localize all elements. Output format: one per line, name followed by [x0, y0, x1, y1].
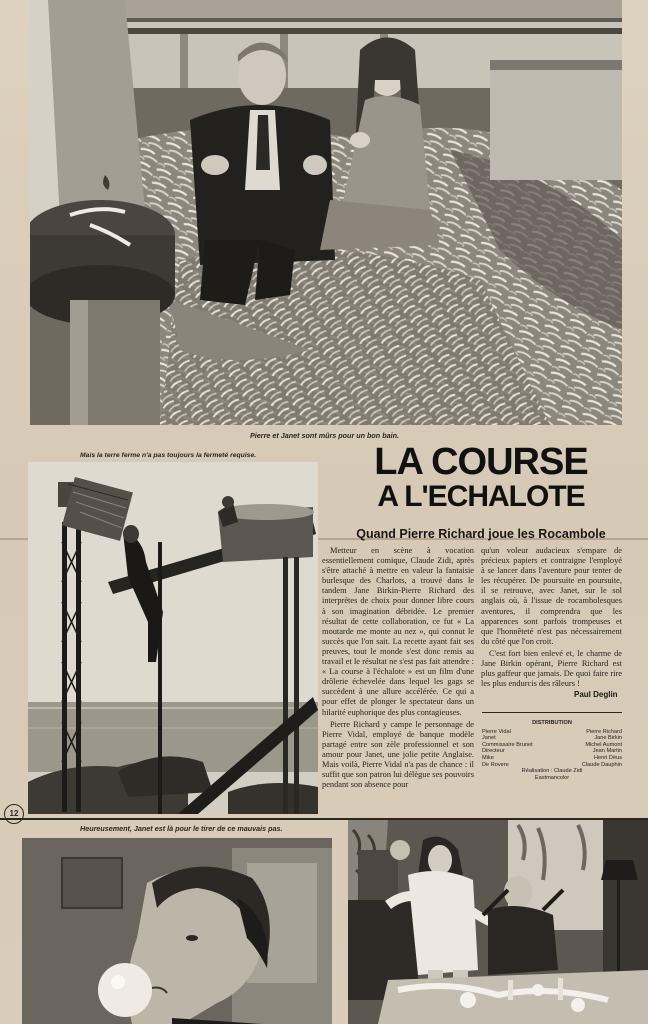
- photo-crane-sea: [28, 462, 318, 814]
- credit-actor: Pierre Richard: [586, 728, 622, 735]
- credit-role: Directeur: [482, 748, 505, 755]
- credit-role: Pierre Vidal: [482, 728, 511, 735]
- credit-row: [482, 742, 622, 749]
- caption-bottom: Heureusement, Janet est là pour le tirer de ce mauvais pas.: [80, 824, 283, 833]
- credit-role: De Rovere: [482, 761, 509, 768]
- credit-row: [482, 735, 622, 742]
- credit-row: [482, 729, 622, 736]
- caption-top: Pierre et Janet sont mûrs pour un bon bain.: [250, 431, 399, 440]
- credits-color: Eastmancolor: [534, 774, 570, 781]
- credit-actor: Claude Dauphin: [581, 761, 622, 768]
- article-column-1: [322, 546, 474, 811]
- photo-dining-room: [348, 820, 648, 1024]
- author-signature: Paul Deglin: [574, 690, 618, 699]
- credit-actor: Jane Birkin: [594, 735, 622, 742]
- credit-actor: Henri Déus: [594, 754, 622, 761]
- page-number: 12: [4, 804, 24, 824]
- article-paragraph: Pierre Richard y campe le personnage de Pierre Vidal, employé de banque modèle partagé entre son zèle professionnel et son amour pour Janet, une jolie petite Anglaise. Mais voilà, Pierre Vidal n'a pas de chance : il suffit que son patron lui délègue ses pouvoirs pendant son absence pour: [322, 719, 474, 790]
- credit-row: [482, 755, 622, 762]
- photo-fish-boat: [30, 0, 622, 425]
- credits-rule-top: [482, 712, 622, 713]
- credit-actor: Jean Martin: [592, 748, 622, 755]
- headline-line2: A L'ECHALOTE: [377, 480, 585, 513]
- credit-role: Mike: [482, 754, 494, 761]
- caption-middle: Mais la terre ferme n'a pas toujours la fermeté requise.: [80, 452, 257, 459]
- article-paragraph: C'est fort bien enlevé et, le charme de Jane Birkin opérant, Pierre Richard est plus gaffeur que jamais. De quoi faire rire les plus endurcis des râleurs !: [481, 648, 622, 689]
- article-paragraph: qu'un voleur audacieux s'empare de précieux papiers et contraigne l'employé à se lancer dans l'aventure pour tenter de les récupérer. De poursuite en poursuite, il se retrouve, avec Janet, sur le sol anglais où, à l'issue de rocambolesques aventures, il comprendra que les apparences sont parfois trompeuses et que l'honnêteté n'est pas nécessairement du côté que l'on croit.: [481, 546, 622, 646]
- credits-heading: DISTRIBUTION: [532, 720, 572, 726]
- credits-box: [482, 720, 622, 781]
- credit-role: Commissaire Brunet: [482, 741, 533, 748]
- photo-bubblegum: [22, 838, 332, 1024]
- credit-actor: Michel Aumont: [585, 741, 622, 748]
- article-subtitle: Quand Pierre Richard joue les Rocambole: [356, 527, 606, 541]
- article-column-2: [481, 546, 622, 689]
- credits-director: Réalisation : Claude Zidi: [521, 768, 583, 775]
- article-paragraph: Metteur en scène à vocation essentiellement comique, Claude Zidi, après s'être attaché à mettre en valeur la fantaisie burlesque des Charlots, a trouvé dans le tandem Jane Birkin-Pierre Richard des interprètes de choix pour donner libre cours à son imagination débridée. Le premier résultat de cette collaboration, ce fut « La moutarde me monte au nez », qui connut le succès que l'on sait. La recette ayant fait ses preuves, tout le monde s'est donc remis au travail et le résultat ne s'est pas fait attendre : « La course à l'échalote » est un film d'une drôlerie échevelée dans lequel les gags se succèdent à une allure accélérée. Ce qui a pour effet de plonger le spectateur dans un hilarité euphorique des plus contagieuses.: [322, 546, 474, 717]
- credit-row: [482, 748, 622, 755]
- credit-row: [482, 762, 622, 769]
- headline-line1: LA COURSE: [374, 441, 588, 483]
- credit-role: Janet: [482, 735, 496, 742]
